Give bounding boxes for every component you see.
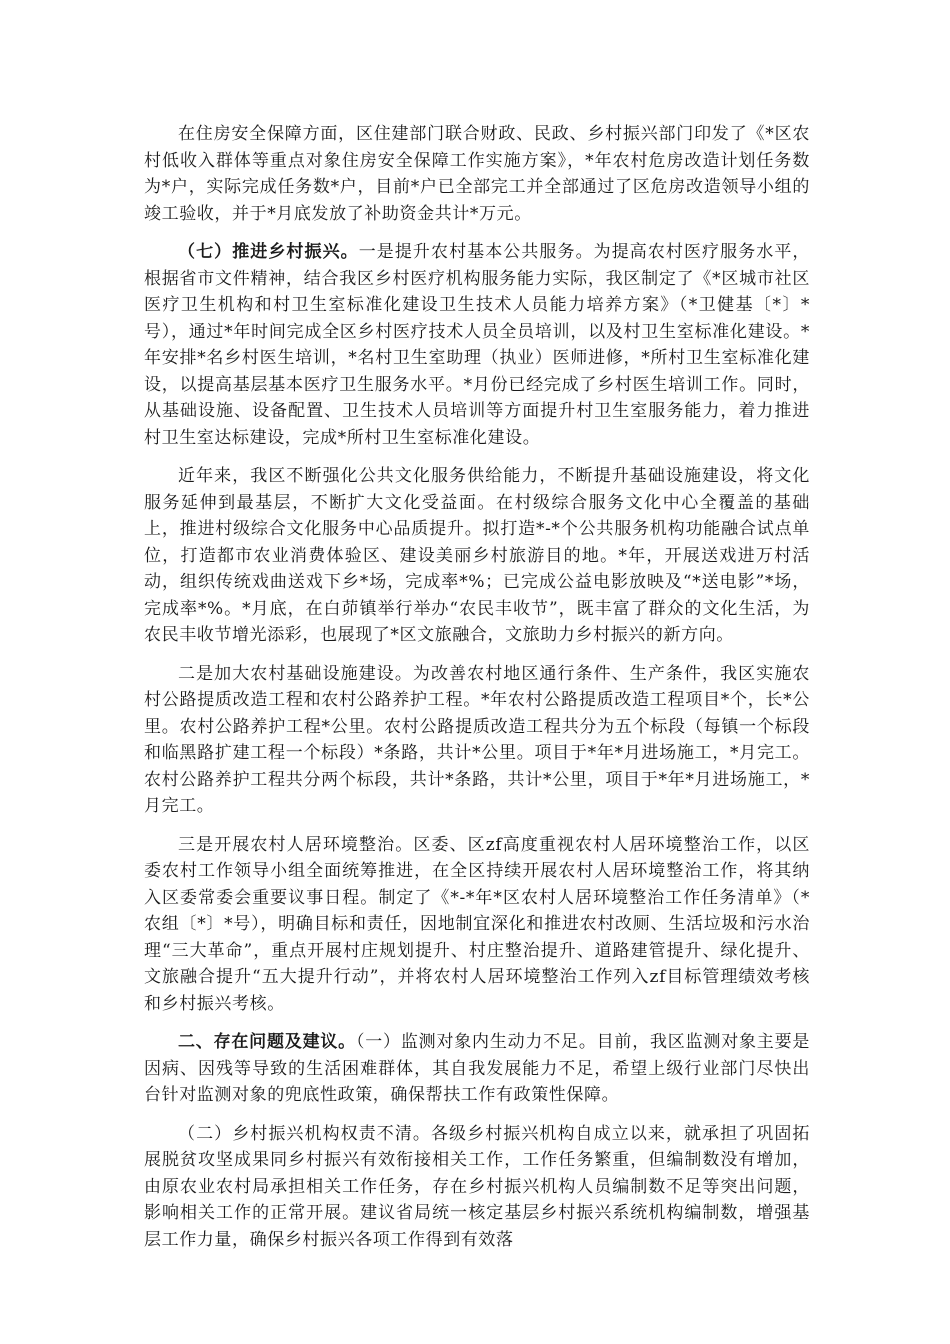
paragraph-problems-suggestions [144,1029,810,1109]
paragraph-infrastructure [144,661,810,820]
paragraph-housing-security [144,121,810,227]
paragraph-text: 在住房安全保障方面，区住建部门联合财政、民政、乡村振兴部门印发了《*区农村低收入群体等重点对象住房安全保障工作实施方案》，*年农村危房改造计划任务数为*户，实际完成任务数*户，目前*户已全部完工并全部通过了区危房改造领导小组的竣工验收，并于*月底发放了补助资金共计*万元。 [144,124,810,224]
paragraph-text: 近年来，我区不断强化公共文化服务供给能力，不断提升基础设施建设，将文化服务延伸到最基层，不断扩大文化受益面。在村级综合服务文化中心全覆盖的基础上，推进村级综合文化服务中心品质提升。拟打造*-*个公共服务机构功能融合试点单位，打造都市农业消费体验区、建设美丽乡村旅游目的地。*年，开展送戏进万村活动，组织传统戏曲送戏下乡*场，完成率*%；已完成公益电影放映及“*送电影”*场，完成率*%。*月底，在白茆镇举行举办“农民丰收节”，既丰富了群众的文化生活，为农民丰收节增光添彩，也展现了*区文旅融合，文旅助力乡村振兴的新方向。 [144,466,810,645]
paragraph-text: 一是提升农村基本公共服务。为提高农村医疗服务水平，根据省市文件精神，结合我区乡村医疗机构服务能力实际，我区制定了《*区城市社区医疗卫生机构和村卫生室标准化建设卫生技术人员能力培养方案》（*卫健基〔*〕*号），通过*年时间完成全区乡村医疗技术人员全员培训，以及村卫生室标准化建设。*年安排*名乡村医生培训，*名村卫生室助理（执业）医师进修，*所村卫生室标准化建设，以提高基层基本医疗卫生服务水平。*月份已经完成了乡村医生培训工作。同时，从基础设施、设备配置、卫生技术人员培训等方面提升村卫生室服务能力，着力推进村卫生室达标建设，完成*所村卫生室标准化建设。 [144,242,811,448]
paragraph-rural-revitalization [144,239,810,451]
section-heading: 二、存在问题及建议。 [178,1032,356,1052]
document-body [144,121,810,1265]
paragraph-text: （二）乡村振兴机构权责不清。各级乡村振兴机构自成立以来，就承担了巩固拓展脱贫攻坚成果同乡村振兴有效衔接相关工作，工作任务繁重，但编制数没有增加，由原农业农村局承担相关工作任务，存在乡村振兴机构人员编制数不足等突出问题，影响相关工作的正常开展。建议省局统一核定基层乡村振兴系统机构编制数，增强基层工作力量，确保乡村振兴各项工作得到有效落 [144,1123,810,1250]
paragraph-public-culture [144,463,810,649]
paragraph-text: 三是开展农村人居环境整治。区委、区zf高度重视农村人居环境整治工作，以区委农村工作领导小组全面统筹推进，在全区持续开展农村人居环境整治工作，将其纳入区委常委会重要议事日程。制定了《*-*年*区农村人居环境整治工作任务清单》（*农组〔*〕*号），明确目标和责任，因地制宜深化和推进农村改厕、生活垃圾和污水治理“三大革命”，重点开展村庄规划提升、村庄整治提升、道路建管提升、绿化提升、文旅融合提升“五大提升行动”，并将农村人居环境整治工作列入zf目标管理绩效考核和乡村振兴考核。 [144,834,810,1014]
paragraph-institution-responsibilities [144,1121,810,1254]
paragraph-living-environment [144,832,810,1018]
paragraph-text: （一）监测对象内生动力不足。目前，我区监测对象主要是因病、因残等导致的生活困难群体，其自我发展能力不足，希望上级行业部门尽快出台针对监测对象的兜底性政策，确保帮扶工作有政策性保障。 [144,1032,810,1105]
section-heading: （七）推进乡村振兴。 [178,242,359,262]
paragraph-text: 二是加大农村基础设施建设。为改善农村地区通行条件、生产条件，我区实施农村公路提质改造工程和农村公路养护工程。*年农村公路提质改造工程项目*个，长*公里。农村公路养护工程*公里。农村公路提质改造工程共分为五个标段（每镇一个标段和临黑路扩建工程一个标段）*条路，共计*公里。项目于*年*月进场施工，*月完工。农村公路养护工程共分两个标段，共计*条路，共计*公里，项目于*年*月进场施工，*月完工。 [144,663,810,816]
